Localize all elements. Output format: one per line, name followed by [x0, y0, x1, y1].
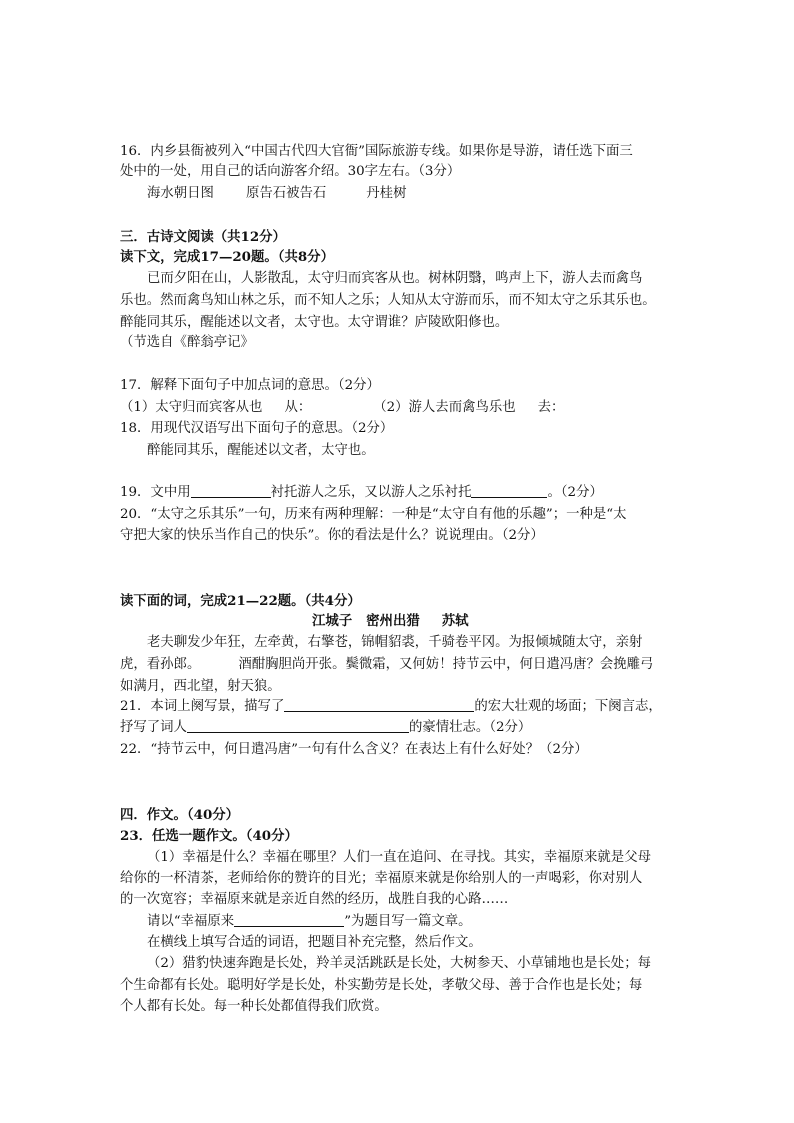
q16-line-1: 16．内乡县衙被列入“中国古代四大官衙”国际旅游专线。如果你是导游，请任选下面三 [120, 144, 633, 159]
q17-stem: 17．解释下面句子中加点词的意思。（2分） [120, 378, 380, 393]
essay-option-1-line-3: 的一次宽容；幸福原来就是亲近自然的经历，战胜自我的心路…… [120, 892, 509, 907]
poem-line-3: 如满月，西北望，射天狼。 [120, 679, 281, 694]
q21-suffix-1: 的宏大壮观的场面；下阕言志， [474, 699, 662, 714]
q21-prefix-1: 21．本词上阕写景，描写了 [120, 699, 285, 714]
essay-title-suffix: ”为题目写一篇文章。 [344, 914, 472, 929]
poem-author: 苏轼 [441, 613, 469, 629]
q20-line-2: 守把大家的快乐当作自己的快乐”。你的看法是什么？说说理由。（2分） [120, 528, 544, 543]
q21-blank-1[interactable] [284, 697, 474, 712]
essay-title-prompt [120, 912, 472, 932]
poem-subtitle: 密州出猎 [366, 613, 420, 629]
passage-line-1: 已而夕阳在山，人影散乱，太守归而宾客从也。树林阴翳，鸣声上下，游人去而禽鸟 [147, 271, 643, 286]
q17-item-2-word: 去： [537, 400, 565, 415]
q16-option-1: 海水朝日图 [147, 186, 214, 201]
q21-prefix-2: 抒写了词人 [120, 720, 187, 735]
q19-middle: 衬托游人之乐，又以游人之乐衬托 [270, 485, 472, 500]
q22-text: 22．“持节云中，何日遣冯唐”一句有什么含义？在表达上有什么好处？（2分） [120, 742, 588, 757]
q21-blank-2[interactable] [187, 718, 409, 733]
q17-item-1: （1）太守归而宾客从也 [120, 400, 263, 415]
poem-line-2 [120, 655, 653, 675]
essay-option-1-line-1: （1）幸福是什么？幸福在哪里？人们一直在追问、在寻找。其实，幸福原来就是父母 [147, 850, 651, 865]
poem-title-line [312, 611, 469, 631]
q21-line-2 [120, 718, 531, 738]
section-3-heading: 三．古诗文阅读（共12分） [120, 229, 286, 245]
q18-text: 醉能同其乐，醒能述以文者，太守也。 [147, 443, 375, 458]
essay-option-1-line-2: 给你的一杯清茶，老师给你的赞许的目光；幸福原来就是你给别人的一声喝彩，你对别人 [120, 871, 643, 886]
passage-line-3: 醉能同其乐，醒能述以文者，太守也。太守谓谁？庐陵欧阳修也。 [120, 315, 509, 330]
q17-item-1-word: 从： [284, 400, 312, 415]
q16-options [120, 184, 406, 204]
q21-suffix-2: 的豪情壮志。（2分） [408, 720, 532, 735]
q18-stem: 18．用现代汉语写出下面句子的意思。（2分） [120, 421, 394, 436]
essay-option-2-line-1: （2）猎豹快速奔跑是长处，羚羊灵活跳跃是长处，大树参天、小草铺地也是长处；每 [147, 956, 651, 971]
ci-subheading: 读下面的词，完成21—22题。（共4分） [120, 593, 361, 609]
section-3-subheading: 读下文，完成17—20题。（共8分） [120, 249, 334, 265]
essay-option-2-line-3: 个人都有长处。每一种长处都值得我们欣赏。 [120, 999, 388, 1014]
q19-prefix: 19．文中用 [120, 485, 191, 500]
q19-blank-2[interactable] [471, 483, 547, 498]
poem-title: 江城子 [312, 613, 353, 629]
q16-option-2: 原告石被告石 [245, 186, 327, 201]
section-4-heading: 四．作文。（40分） [120, 807, 240, 823]
q17-items [120, 398, 564, 418]
poem-line-2a: 虎，看孙郎。 [120, 657, 201, 672]
essay-instruction: 在横线上填写合适的词语，把题目补充完整，然后作文。 [147, 935, 482, 950]
q19-blank-1[interactable] [191, 483, 271, 498]
passage-source: （节选自《醉翁亭记》 [120, 335, 254, 350]
essay-title-blank[interactable] [234, 912, 344, 927]
poem-line-1: 老夫聊发少年狂，左牵黄，右擎苍，锦帽貂裘，千骑卷平冈。为报倾城随太守，亲射 [147, 635, 643, 650]
q16-option-3: 丹桂树 [366, 186, 407, 201]
passage-line-2: 乐也。然而禽鸟知山林之乐，而不知人之乐；人知从太守游而乐，而不知太守之乐其乐也。 [120, 293, 656, 308]
q19-line [120, 483, 603, 503]
q16-line-2: 处中的一处，用自己的话向游客介绍。30字左右。（3分） [120, 164, 461, 179]
poem-line-2b: 酒酣胸胆尚开张。鬓微霜，又何妨！持节云中，何日遣冯唐？会挽雕弓 [238, 657, 654, 672]
essay-option-2-line-2: 个生命都有长处。聪明好学是长处，朴实勤劳是长处，孝敬父母、善于合作也是长处；每 [120, 978, 643, 993]
q17-item-2: （2）游人去而禽鸟乐也 [373, 400, 516, 415]
q20-line-1: 20．“太守之乐其乐”一句，历来有两种理解：一种是“太守自有他的乐趣”；一种是“太 [120, 507, 627, 522]
section-4-subheading: 23．任选一题作文。（40分） [120, 828, 298, 844]
q21-line-1 [120, 697, 662, 717]
q19-suffix: 。（2分） [547, 485, 603, 500]
essay-title-prefix: 请以“幸福原来 [147, 914, 235, 929]
